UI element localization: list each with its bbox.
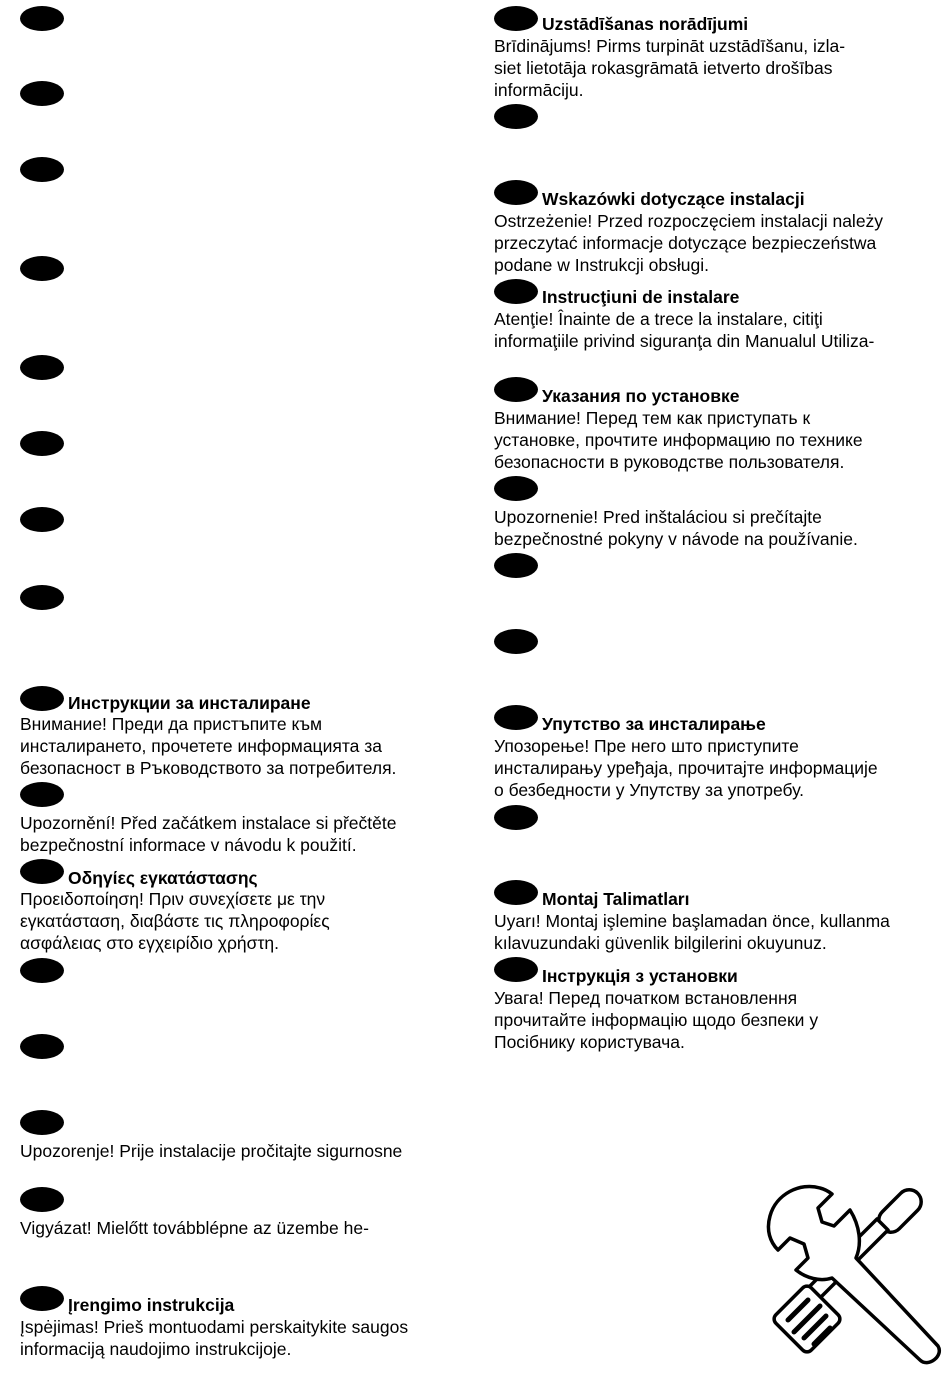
section-heading-polish: Wskazówki dotyczące instalacji <box>542 189 805 209</box>
language-bullet-icon <box>494 629 538 654</box>
section-text-russian: Внимание! Перед тем как приступать к установке, прочтите информацию по технике безопасности в руководстве пользователя. <box>494 408 863 472</box>
section-heading-bulgarian: Инструкции за инсталиране <box>68 693 311 713</box>
language-bullet-icon <box>494 476 538 501</box>
section-text-hungarian: Vigyázat! Mielőtt továbblépne az üzembe he- <box>20 1218 369 1238</box>
language-bullet-icon <box>494 180 538 205</box>
language-bullet-icon <box>494 377 538 402</box>
language-bullet-icon <box>20 431 64 456</box>
section-text-romanian: Atenţie! Înainte de a trece la instalare, citiţi informaţiile privind siguranţa din Manualul Utiliza- <box>494 309 875 351</box>
language-bullet-icon <box>494 880 538 905</box>
language-bullet-icon <box>494 553 538 578</box>
language-bullet-icon <box>20 157 64 182</box>
language-bullet-icon <box>20 355 64 380</box>
section-heading-lithuanian: Įrengimo instrukcija <box>68 1295 235 1315</box>
section-text-latvian: Brīdinājums! Pirms turpināt uzstādīšanu, izla- siet lietotāja rokasgrāmatā ietverto drošības informāciju. <box>494 36 846 100</box>
language-bullet-icon <box>20 81 64 106</box>
section-heading-greek: Οδηγίες εγκατάστασης <box>68 868 258 888</box>
section-text-slovak: Upozornenie! Pred inštaláciou si prečítajte bezpečnostné pokyny v návode na používanie. <box>494 507 858 549</box>
language-bullet-icon <box>494 279 538 304</box>
section-text-croatian: Upozorenje! Prije instalacije pročitajte sigurnosne <box>20 1141 403 1161</box>
section-heading-ukrainian: Інструкція з установки <box>542 966 738 986</box>
section-heading-latvian: Uzstādīšanas norādījumi <box>542 14 749 34</box>
language-bullet-icon <box>20 958 64 983</box>
language-bullet-icon <box>20 256 64 281</box>
section-heading-serbian: Упутство за инсталирање <box>542 714 766 734</box>
language-bullet-icon <box>20 1034 64 1059</box>
language-bullet-icon <box>20 1110 64 1135</box>
wrench-screwdriver-icon <box>760 1178 948 1368</box>
section-text-serbian: Упозорење! Пре него што приступите инсталирању уређаја, прочитајте информације о безбедности у Упутству за употребу. <box>494 736 878 800</box>
language-bullet-icon <box>494 805 538 830</box>
section-text-ukrainian: Увага! Перед початком встановлення прочитайте інформацію щодо безпеки у Посібнику користувача. <box>494 988 819 1052</box>
section-text-polish: Ostrzeżenie! Przed rozpoczęciem instalacji należy przeczytać informacje dotyczące bezpieczeństwa podane w Instrukcji obsługi. <box>494 211 884 275</box>
section-heading-turkish: Montaj Talimatları <box>542 889 690 909</box>
language-bullet-icon <box>494 957 538 982</box>
section-heading-romanian: Instrucţiuni de instalare <box>542 287 740 307</box>
language-bullet-icon <box>20 6 64 31</box>
language-bullet-icon <box>494 104 538 129</box>
language-bullet-icon <box>20 585 64 610</box>
language-bullet-icon <box>20 686 64 711</box>
language-bullet-icon <box>494 705 538 730</box>
language-bullet-icon <box>20 782 64 807</box>
section-text-czech: Upozornění! Před začátkem instalace si přečtěte bezpečnostní informace v návodu k použití. <box>20 813 397 855</box>
section-text-greek: Προειδοποίηση! Πριν συνεχίσετε με την εγκατάσταση, διαβάστε τις πληροφορίες ασφάλειας στο εγχειρίδιο χρήστη. <box>20 889 330 953</box>
section-heading-russian: Указания по установке <box>542 386 740 406</box>
language-bullet-icon <box>20 1286 64 1311</box>
language-bullet-icon <box>20 507 64 532</box>
section-text-lithuanian: Įspėjimas! Prieš montuodami perskaitykite saugos informaciją naudojimo instrukcijoje. <box>20 1317 409 1359</box>
language-bullet-icon <box>494 6 538 31</box>
language-bullet-icon <box>20 859 64 884</box>
section-text-turkish: Uyarı! Montaj işlemine başlamadan önce, kullanma kılavuzundaki güvenlik bilgilerini okuyunuz. <box>494 911 890 953</box>
language-bullet-icon <box>20 1187 64 1212</box>
section-text-bulgarian: Внимание! Преди да пристъпите към инсталирането, прочетете информацията за безопасност в Ръководството за потребителя. <box>20 714 397 778</box>
